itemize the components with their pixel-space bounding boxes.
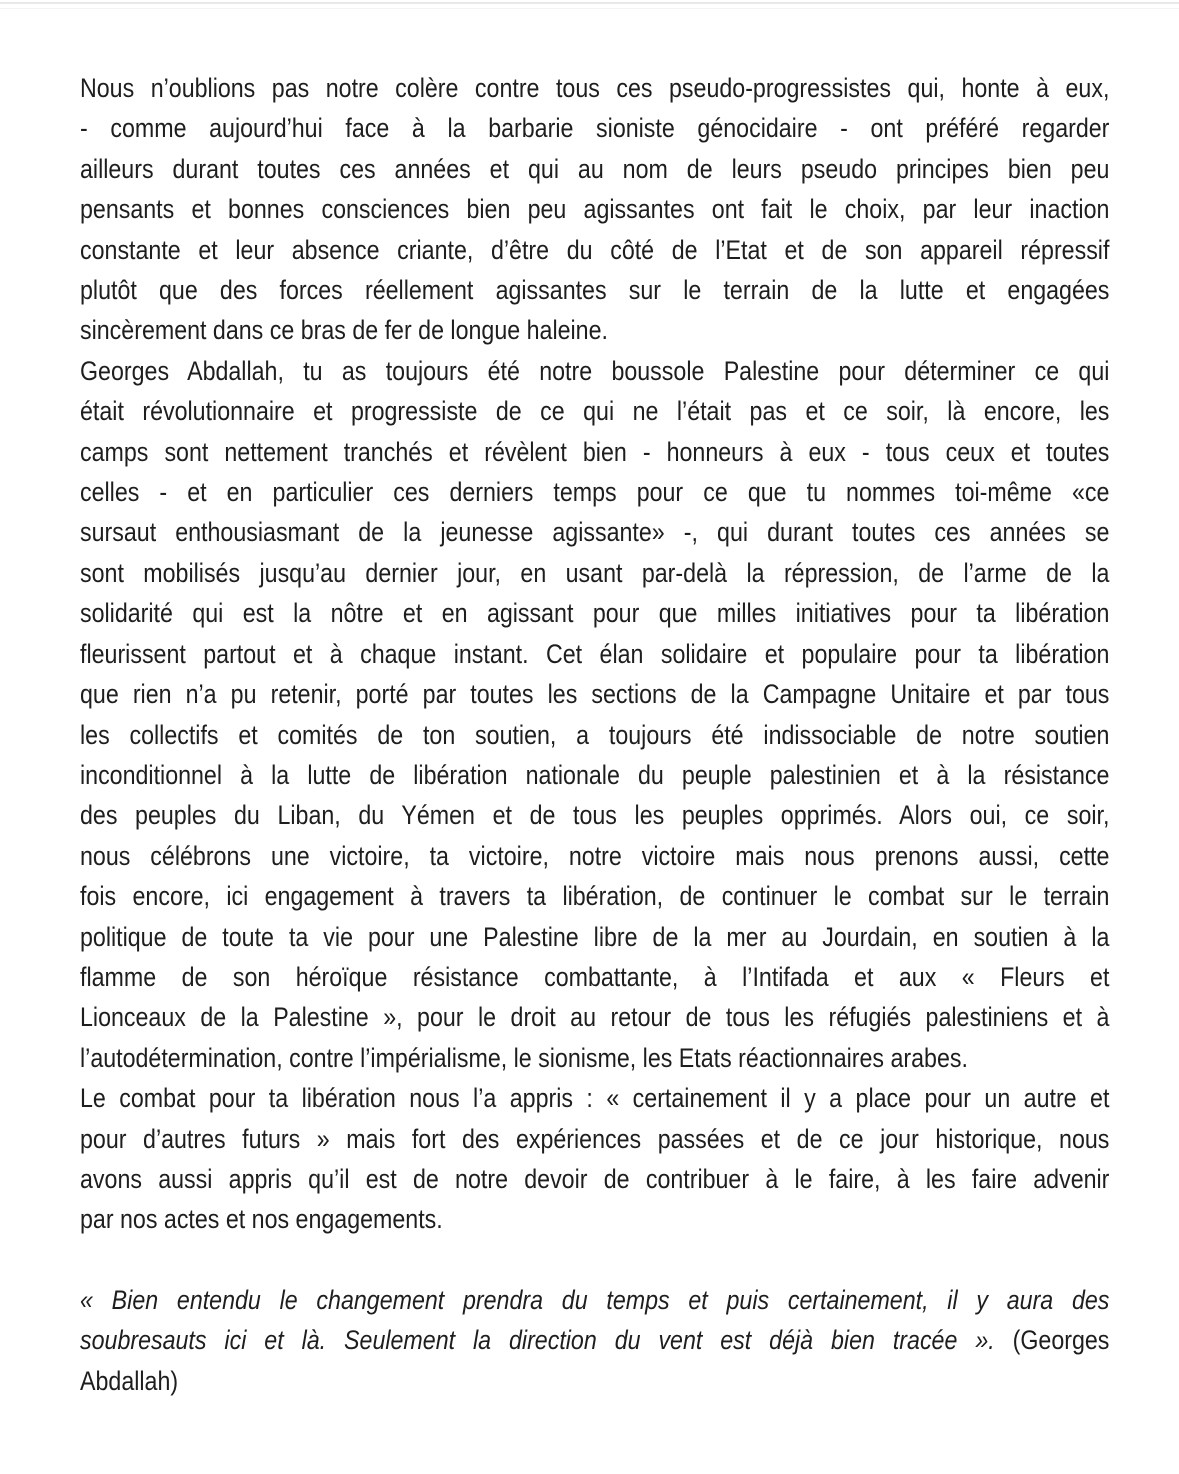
text-line: camps sont nettement tranchés et révèlent bien - honneurs à eux - tous ceux et toutes xyxy=(80,436,1110,467)
text-line: les collectifs et comités de ton soutien, a toujours été indissociable de notre soutien xyxy=(80,719,1110,750)
text-line: l’autodétermination, contre l’impérialisme, le sionisme, les Etats réactionnaires arabes. xyxy=(80,1042,968,1073)
text-line: des peuples du Liban, du Yémen et de tous les peuples opprimés. Alors oui, ce soir, xyxy=(80,800,1110,831)
closing-quote xyxy=(80,1280,1109,1401)
paragraph-1 xyxy=(80,68,1109,351)
paragraph-3 xyxy=(80,1078,1109,1240)
text-line: celles - et en particulier ces derniers temps pour ce que tu nommes toi-même «ce xyxy=(80,477,1110,508)
text-line xyxy=(80,1361,1109,1401)
text-line: Georges Abdallah, tu as toujours été notre boussole Palestine pour déterminer ce qui xyxy=(80,355,1110,386)
text-line: Le combat pour ta libération nous l’a appris : « certainement il y a place pour un autre et xyxy=(80,1083,1110,1114)
paragraph-2 xyxy=(80,351,1109,1078)
text-line: nous célébrons une victoire, ta victoire, notre victoire mais nous prenons aussi, cette xyxy=(80,840,1110,871)
text-line: par nos actes et nos engagements. xyxy=(80,1204,443,1235)
text-line: ailleurs durant toutes ces années et qui au nom de leurs pseudo principes bien peu xyxy=(80,153,1110,184)
text-line xyxy=(80,1280,1109,1320)
text-line: fois encore, ici engagement à travers ta libération, de continuer le combat sur le terrain xyxy=(80,881,1110,912)
text-line: sont mobilisés jusqu’au dernier jour, en usant par-delà la répression, de l’arme de la xyxy=(80,557,1110,588)
text-line: solidarité qui est la nôtre et en agissant pour que milles initiatives pour ta libération xyxy=(80,598,1110,629)
text-line: constante et leur absence criante, d’être du côté de l’Etat et de son appareil répressif xyxy=(80,234,1110,265)
text-line: - comme aujourd’hui face à la barbarie sioniste génocidaire - ont préféré regarder xyxy=(80,113,1110,144)
text-line xyxy=(80,1320,1109,1360)
document-text xyxy=(80,68,1109,1401)
quote-italic-text: « Bien entendu le changement prendra du temps et puis certainement, il y aura des xyxy=(80,1284,1110,1315)
text-line: politique de toute ta vie pour une Palestine libre de la mer au Jourdain, en soutien à la xyxy=(80,921,1110,952)
text-line: sincèrement dans ce bras de fer de longue haleine. xyxy=(80,315,608,346)
text-line: Nous n’oublions pas notre colère contre tous ces pseudo-progressistes qui, honte à eux, xyxy=(80,73,1110,103)
text-line: plutôt que des forces réellement agissantes sur le terrain de la lutte et engagées xyxy=(80,275,1110,306)
quote-attribution: Abdallah) xyxy=(80,1365,179,1396)
text-line: que rien n’a pu retenir, porté par toutes les sections de la Campagne Unitaire et par tous xyxy=(80,679,1110,710)
text-line: inconditionnel à la lutte de libération nationale du peuple palestinien et à la résistance xyxy=(80,759,1110,790)
text-line: avons aussi appris qu’il est de notre devoir de contribuer à le faire, à les faire advenir xyxy=(80,1163,1110,1194)
quote-italic-text: soubresauts ici et là. Seulement la direction du vent est déjà bien tracée ». xyxy=(80,1325,1013,1356)
quote-attribution: (Georges xyxy=(1012,1325,1110,1356)
page-top-divider xyxy=(0,2,1179,4)
text-line: pensants et bonnes consciences bien peu agissantes ont fait le choix, par leur inaction xyxy=(80,194,1110,225)
text-line: était révolutionnaire et progressiste de ce qui ne l’était pas et ce soir, là encore, les xyxy=(80,396,1110,427)
text-line: pour d’autres futurs » mais fort des expériences passées et de ce jour historique, nous xyxy=(80,1123,1110,1154)
text-line: sursaut enthousiasmant de la jeunesse agissante» -, qui durant toutes ces années se xyxy=(80,517,1110,548)
text-line: Lionceaux de la Palestine », pour le droit au retour de tous les réfugiés palestiniens et à xyxy=(80,1002,1110,1033)
text-line: flamme de son héroïque résistance combattante, à l’Intifada et aux « Fleurs et xyxy=(80,961,1110,992)
text-line: fleurissent partout et à chaque instant. Cet élan solidaire et populaire pour ta libération xyxy=(80,638,1110,669)
page-top-divider-faint xyxy=(0,8,1179,9)
